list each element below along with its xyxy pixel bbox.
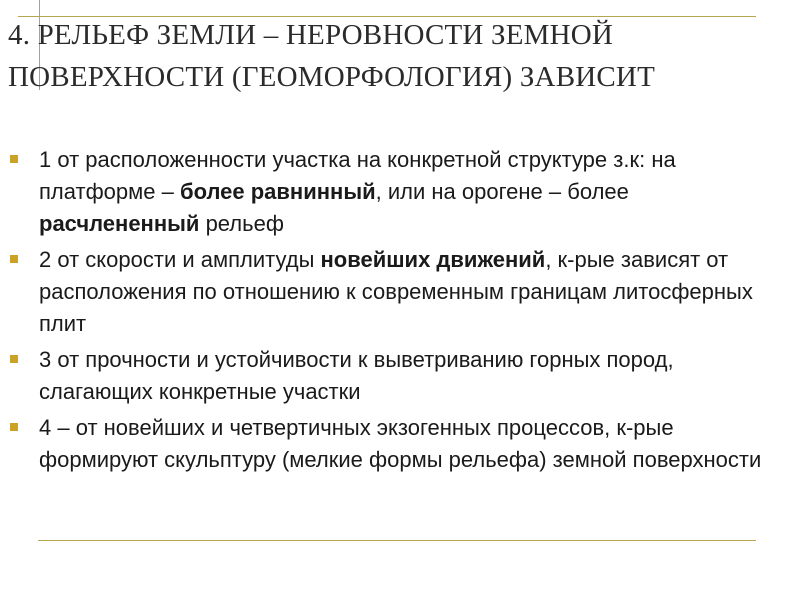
bullet-1-text-1: 1 от расположенности участка на конкретной структуре з.к: на платформе – [39,147,676,204]
bullet-4-text: 4 – от новейших и четвертичных экзогенных процессов, к-рые формируют скульптуру (мелкие формы рельефа) земной поверхности [39,415,762,472]
bullet-2-text-2: , к-рые зависят от расположения по отношению к современным границам литосферных плит [39,247,753,336]
bullet-1-text-2: , или на орогене – более [375,179,629,204]
bullet-1-emphasis-2: расчлененный [39,211,200,236]
bullet-item-4 [10,412,790,476]
square-bullet-icon [10,155,18,163]
square-bullet-icon [10,355,18,363]
slide-title: 4. РЕЛЬЕФ ЗЕМЛИ – НЕРОВНОСТИ ЗЕМНОЙ ПОВЕРХНОСТИ (ГЕОМОРФОЛОГИЯ) ЗАВИСИТ [8,19,655,93]
bullet-item-1 [10,144,790,240]
bullet-item-2 [10,244,790,340]
bullet-3-text: 3 от прочности и устойчивости к выветриванию горных пород, слагающих конкретные участки [39,347,674,404]
square-bullet-icon [10,255,18,263]
bullet-2-text-1: 2 от скорости и амплитуды [39,247,321,272]
bullet-1-emphasis-1: более равнинный [179,179,376,204]
bottom-rule [38,540,756,541]
bullet-item-3 [10,344,790,408]
bullet-list [10,144,790,476]
square-bullet-icon [10,423,18,431]
bullet-2-emphasis: новейших движений [320,247,546,272]
bullet-1-text-3: рельеф [199,211,284,236]
